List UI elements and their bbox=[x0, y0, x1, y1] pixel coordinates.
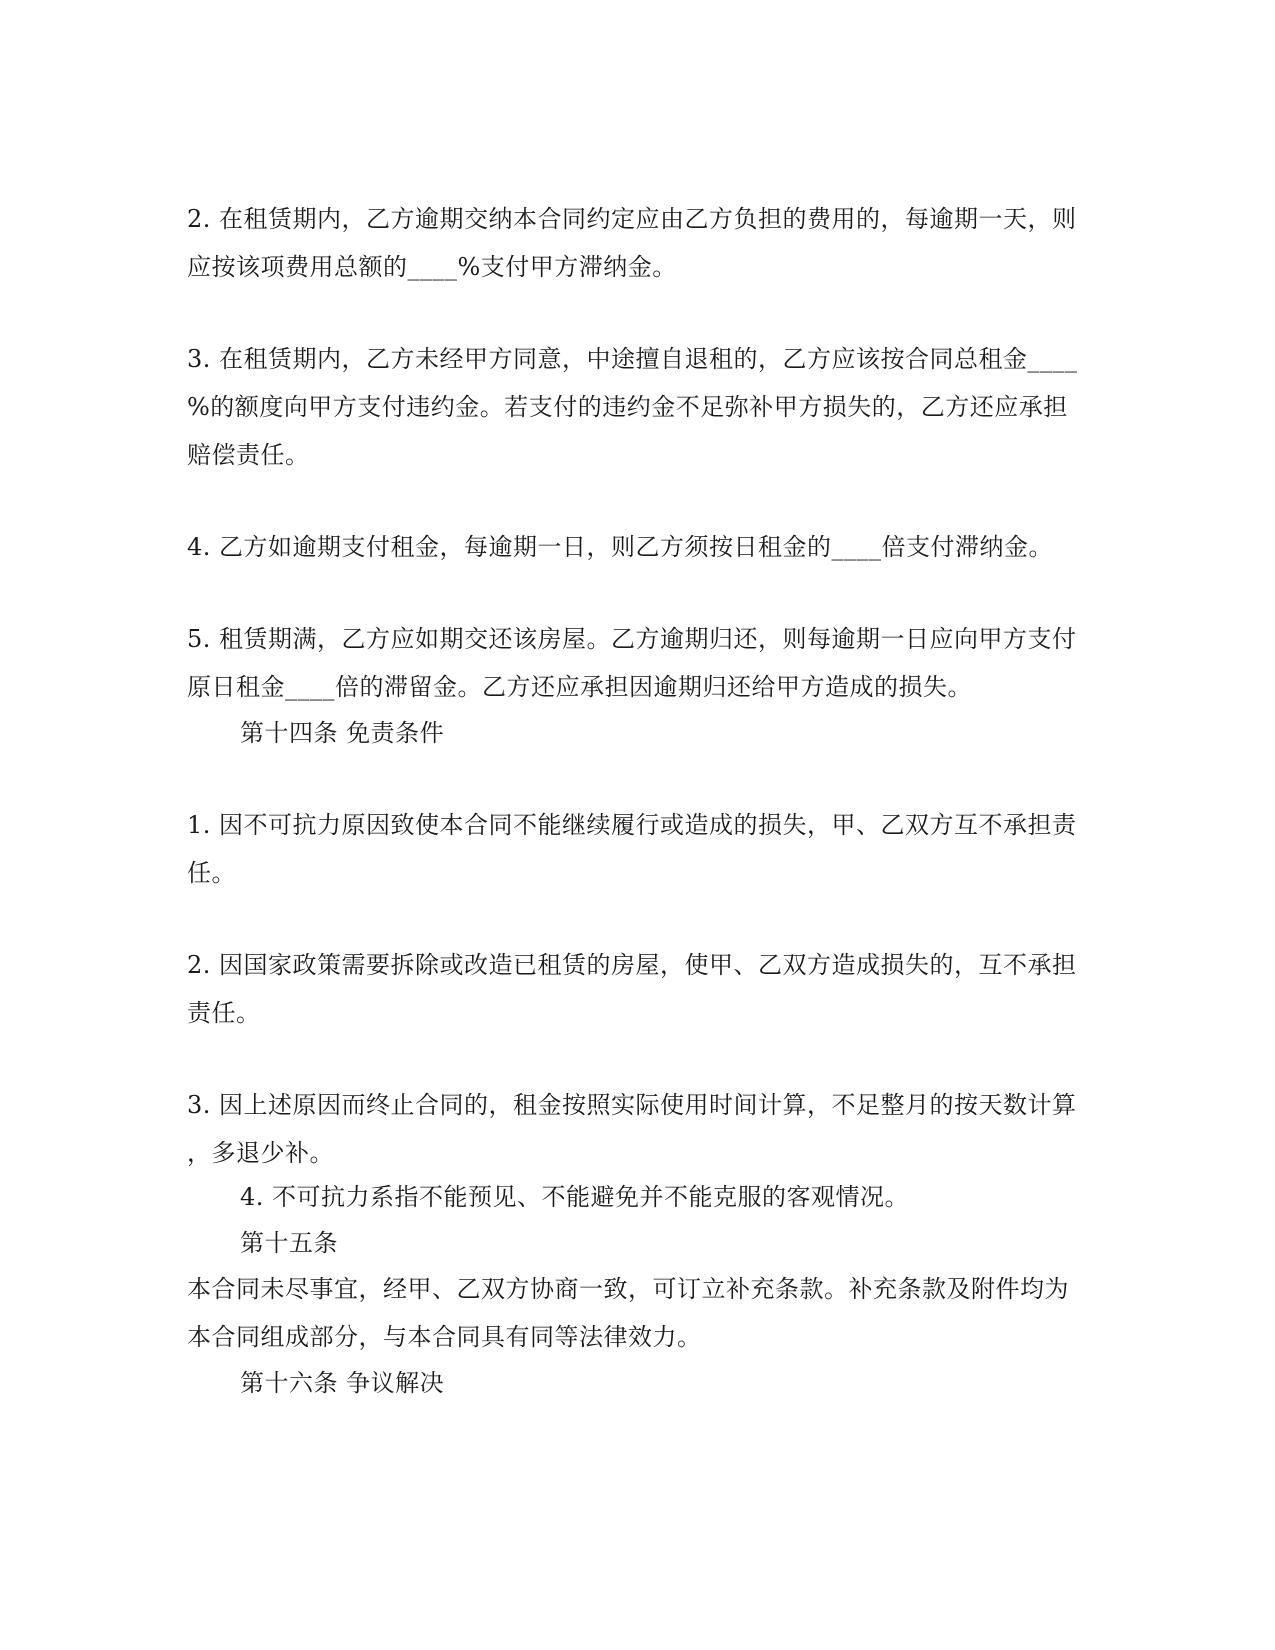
article-15-heading: 第十五条 bbox=[240, 1229, 338, 1257]
exemption-3-line-2: ，多退少补。 bbox=[187, 1139, 334, 1167]
clause-5-line-2: 原日租金____倍的滞留金。乙方还应承担因逾期归还给甲方造成的损失。 bbox=[187, 673, 972, 701]
article-15-line-2: 本合同组成部分，与本合同具有同等法律效力。 bbox=[187, 1323, 702, 1351]
exemption-1-line-1: 1. 因不可抗力原因致使本合同不能继续履行或造成的损失，甲、乙双方互不承担责 bbox=[187, 811, 1077, 839]
article-14-heading: 第十四条 免责条件 bbox=[240, 719, 445, 747]
clause-3-line-2: %的额度向甲方支付违约金。若支付的违约金不足弥补甲方损失的，乙方还应承担 bbox=[187, 393, 1068, 421]
clause-5-line-1: 5. 租赁期满，乙方应如期交还该房屋。乙方逾期归还，则每逾期一日应向甲方支付 bbox=[187, 625, 1077, 653]
clause-4-line-1: 4. 乙方如逾期支付租金，每逾期一日，则乙方须按日租金的____倍支付滞纳金。 bbox=[187, 533, 1054, 561]
clause-3-line-3: 赔偿责任。 bbox=[187, 441, 310, 469]
article-15-line-1: 本合同未尽事宜，经甲、乙双方协商一致，可订立补充条款。补充条款及附件均为 bbox=[187, 1275, 1069, 1303]
exemption-2-line-1: 2. 因国家政策需要拆除或改造已租赁的房屋，使甲、乙双方造成损失的，互不承担 bbox=[187, 951, 1077, 979]
exemption-4-line: 4. 不可抗力系指不能预见、不能避免并不能克服的客观情况。 bbox=[240, 1183, 910, 1211]
article-16-heading: 第十六条 争议解决 bbox=[240, 1369, 445, 1397]
exemption-3-line-1: 3. 因上述原因而终止合同的，租金按照实际使用时间计算，不足整月的按天数计算 bbox=[187, 1091, 1077, 1119]
clause-2-line-2: 应按该项费用总额的____%支付甲方滞纳金。 bbox=[187, 253, 677, 281]
clause-2-line-1: 2. 在租赁期内，乙方逾期交纳本合同约定应由乙方负担的费用的，每逾期一天，则 bbox=[187, 205, 1077, 233]
clause-3-line-1: 3. 在租赁期内，乙方未经甲方同意，中途擅自退租的，乙方应该按合同总租金____ bbox=[187, 345, 1078, 373]
exemption-1-line-2: 任。 bbox=[187, 859, 236, 887]
exemption-2-line-2: 责任。 bbox=[187, 999, 261, 1027]
